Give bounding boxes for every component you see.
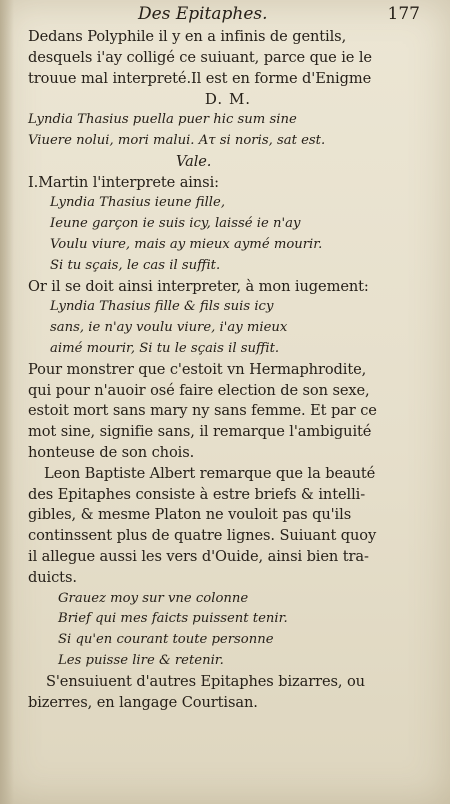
ovid-verse-line: Les puisse lire & retenir. [58,652,224,668]
closing-line: bizerres, en langage Courtisan. [28,693,258,711]
running-head: Des Epitaphes. [138,4,268,24]
intro-line: desquels i'ay colligé ce suiuant, parce que ie le [28,48,372,66]
martin-verse-line: Ieune garçon ie suis icy, laissé ie n'ay [50,216,301,232]
epitaph-latin-line: Viuere nolui, mori malui. Ατ si noris, sat est. [28,132,326,148]
ovid-verse-line: Brief qui mes faicts puissent tenir. [58,611,288,627]
author-verse-line: Lyndia Thasius fille & fils suis icy [50,299,274,315]
intro-line: trouue mal interpreté.Il est en forme d'Enigme [28,69,372,87]
page-gutter-shadow [0,0,14,804]
ovid-verse-line: Grauez moy sur vne colonne [58,590,249,606]
explanation-line: Pour monstrer que c'estoit vn Hermaphrodite, [28,360,367,378]
page-number: 177 [387,4,420,24]
martin-verse-line: Si tu sçais, le cas il suffit. [50,257,221,273]
page-header [28,4,428,27]
vale-line: Vale. [176,152,212,170]
martin-intro: I.Martin l'interprete ainsi: [28,173,219,191]
leon-line: des Epitaphes consiste à estre briefs & intelli- [28,485,366,503]
author-verse-line: sans, ie n'ay voulu viure, i'ay mieux [50,320,288,336]
dm-heading: D. M. [204,90,252,109]
explanation-line: qui pour n'auoir osé faire election de son sexe, [28,381,370,399]
explanation-line: estoit mort sans mary ny sans femme. Et par ce [28,402,377,420]
interpretation-intro: Or il se doit ainsi interpreter, à mon iugement: [28,277,369,295]
leon-line: gibles, & mesme Platon ne vouloit pas qu'ils [28,506,352,524]
ovid-verse-line: Si qu'en courant toute personne [58,632,274,648]
epitaph-latin-line: Lyndia Thasius puella puer hic sum sine [28,112,297,128]
martin-verse-line: Voulu viure, mais ay mieux aymé mourir. [50,236,323,252]
author-verse-line: aimé mourir, Si tu le sçais il suffit. [50,340,280,356]
martin-verse-line: Lyndia Thasius ieune fille, [50,195,226,211]
leon-line: continssent plus de quatre lignes. Suiuant quoy [28,527,377,545]
leon-line: duicts. [28,568,77,586]
explanation-line: honteuse de son chois. [28,443,195,461]
intro-line: Dedans Polyphile il y en a infinis de gentils, [28,28,347,45]
leon-line: il allegue aussi les vers d'Ouide, ainsi bien tra- [28,547,369,565]
explanation-line: mot sine, signifie sans, il remarque l'ambiguité [28,423,372,441]
page-text-block [28,4,428,713]
leon-line: Leon Baptiste Albert remarque que la beauté [44,464,376,482]
closing-line: S'ensuiuent d'autres Epitaphes bizarres, ou [46,672,365,690]
